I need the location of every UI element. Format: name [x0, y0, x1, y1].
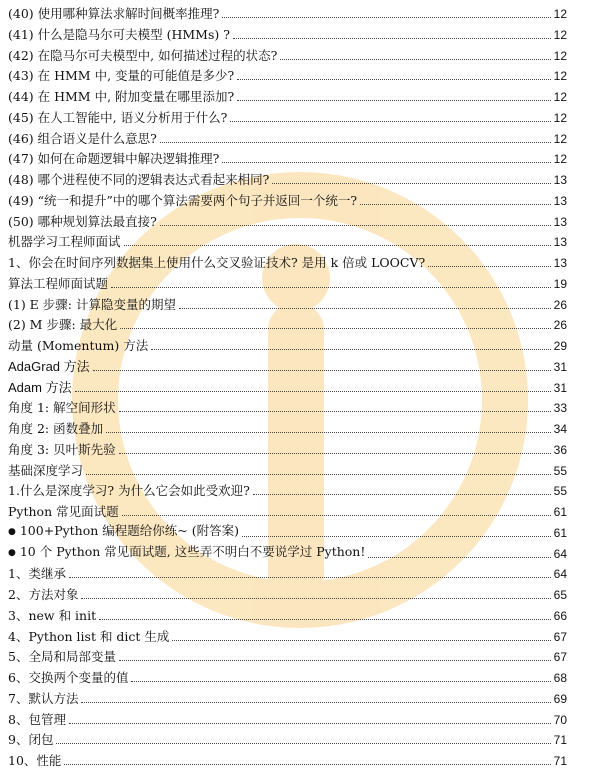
dot-leader	[237, 100, 550, 101]
toc-entry-page-number: 12	[553, 27, 567, 42]
toc-entry-page-number: 69	[553, 691, 567, 706]
toc-entry-label: 算法工程师面试题	[8, 275, 109, 291]
dot-leader	[75, 391, 551, 392]
toc-entry-page-number: 26	[553, 318, 567, 333]
dot-leader	[237, 79, 550, 80]
toc-entry-page-number: 31	[553, 359, 567, 374]
toc-entry-label: 1.什么是深度学习? 为什么它会如此受欢迎?	[8, 483, 250, 499]
toc-entry[interactable]	[8, 585, 567, 603]
toc-entry-label: 角度 2: 函数叠加	[8, 421, 104, 436]
toc-entry-label: 动量 (Momentum) 方法	[8, 338, 149, 353]
dot-leader	[280, 59, 550, 60]
toc-entry[interactable]	[8, 378, 567, 396]
toc-entry-label: Python 常见面试题	[8, 504, 119, 519]
dot-leader	[230, 121, 550, 122]
toc-entry-page-number: 55	[553, 484, 567, 499]
toc-entry-label: 1、类继承	[8, 566, 66, 582]
toc-entry[interactable]	[8, 46, 567, 64]
toc-entry[interactable]	[8, 212, 567, 230]
toc-entry[interactable]	[8, 606, 567, 624]
dot-leader	[368, 557, 550, 558]
toc-entry[interactable]	[8, 647, 567, 665]
dot-leader	[428, 266, 550, 267]
toc-entry-page-number: 65	[553, 588, 567, 602]
dot-leader	[81, 598, 550, 599]
dot-leader	[233, 38, 551, 39]
toc-entry-page-number: 29	[553, 339, 567, 353]
toc-entry[interactable]	[8, 751, 567, 769]
toc-entry-page-number: 19	[553, 276, 567, 291]
toc-entry-page-number: 34	[553, 422, 567, 436]
toc-entry-label: 角度 1: 解空间形状	[8, 400, 116, 416]
toc-entry-page-number: 26	[553, 297, 567, 312]
toc-entry-page-number: 12	[553, 110, 567, 125]
toc-entry-page-number: 71	[553, 754, 567, 768]
dot-leader	[119, 453, 551, 454]
toc-entry-page-number: 36	[553, 442, 567, 457]
toc-entry-page-number: 67	[553, 629, 567, 644]
toc-entry-page-number: 12	[553, 7, 567, 21]
toc-entry[interactable]	[8, 108, 567, 126]
toc-entry-page-number: 64	[553, 567, 567, 582]
toc-entry[interactable]	[8, 523, 567, 541]
toc-entry-page-number: 64	[553, 546, 567, 561]
toc-entry-page-number: 13	[553, 256, 567, 270]
toc-entry[interactable]	[8, 481, 567, 499]
dot-leader	[124, 245, 551, 246]
dot-leader	[120, 328, 551, 329]
toc-entry[interactable]	[8, 129, 567, 147]
toc-entry-page-number: 12	[553, 152, 567, 167]
dot-leader	[119, 411, 551, 412]
toc-entry-page-number: 13	[553, 173, 567, 187]
toc-entry-label: Adam 方法	[8, 379, 72, 395]
toc-entry-page-number: 55	[553, 463, 567, 478]
toc-entry-page-number: 31	[553, 380, 567, 395]
dot-leader	[172, 640, 550, 641]
toc-entry-label: (44) 在 HMM 中, 附加变量在哪里添加?	[8, 89, 235, 104]
toc-entry-page-number: 12	[553, 48, 567, 63]
toc-entry-label: 5、全局和局部变量	[8, 649, 116, 665]
toc-entry[interactable]	[8, 689, 567, 707]
toc-entry-page-number: 67	[553, 650, 567, 665]
toc-entry-label: 8、包管理	[8, 711, 66, 727]
toc-entry[interactable]	[8, 398, 567, 416]
toc-entry-label: 3、new 和 init	[8, 607, 97, 623]
toc-entry[interactable]	[8, 502, 567, 520]
toc-entry[interactable]	[8, 274, 567, 292]
dot-leader	[93, 370, 551, 371]
dot-leader	[64, 764, 550, 765]
toc-entry[interactable]	[8, 710, 567, 728]
toc-entry[interactable]	[8, 461, 567, 479]
dot-leader	[222, 17, 550, 18]
toc-entry-page-number: 68	[553, 671, 567, 685]
toc-entry-page-number: 61	[553, 505, 567, 519]
toc-entry-label: (50) 哪种规划算法最直接?	[8, 213, 157, 229]
toc-entry[interactable]	[8, 191, 567, 209]
toc-entry-label: 1、你会在时间序列数据集上使用什么交叉验证技术? 是用 k 倍或 LOOCV?	[8, 255, 426, 270]
toc-entry-label: 4、Python list 和 dict 生成	[8, 628, 170, 644]
toc-entry[interactable]	[8, 336, 567, 354]
toc-entry-label: (46) 组合语义是什么意思?	[8, 130, 157, 146]
dot-leader	[111, 287, 551, 288]
dot-leader	[122, 515, 551, 516]
toc-entry-label: 机器学习工程师面试	[8, 234, 121, 250]
dot-leader	[56, 743, 550, 744]
toc-entry[interactable]	[8, 25, 567, 43]
toc-entry[interactable]	[8, 564, 567, 582]
toc-entry[interactable]	[8, 149, 567, 167]
dot-leader	[222, 162, 550, 163]
dot-leader	[81, 702, 550, 703]
dot-leader	[151, 349, 550, 350]
toc-entry-label: (47) 如何在命题逻辑中解决逻辑推理?	[8, 151, 220, 167]
toc-entry[interactable]	[8, 440, 567, 458]
toc-entry[interactable]	[8, 66, 567, 84]
toc-entry-page-number: 33	[553, 401, 567, 416]
toc-entry-page-number: 12	[553, 131, 567, 146]
toc-entry[interactable]	[8, 668, 567, 686]
toc-entry[interactable]	[8, 295, 567, 313]
toc-entry-label: (43) 在 HMM 中, 变量的可能值是多少?	[8, 68, 235, 84]
toc-entry-label: (41) 什么是隐马尔可夫模型 (HMMs) ?	[8, 26, 230, 42]
dot-leader	[106, 432, 551, 433]
toc-entry[interactable]	[8, 730, 567, 748]
toc-entry-page-number: 70	[553, 712, 567, 727]
toc-entry-page-number: 12	[553, 69, 567, 84]
toc-entry-label: 7、默认方法	[8, 690, 79, 706]
dot-leader	[253, 494, 551, 495]
toc-entry-label: 6、交换两个变量的值	[8, 670, 129, 685]
toc-entry-page-number: 12	[553, 90, 567, 104]
toc-entry-label: (42) 在隐马尔可夫模型中, 如何描述过程的状态?	[8, 47, 278, 63]
dot-leader	[99, 619, 551, 620]
toc-entry-label: 角度 3: 贝叶斯先验	[8, 441, 116, 457]
dot-leader	[272, 183, 550, 184]
toc-entry-label: (40) 使用哪种算法求解时间概率推理?	[8, 6, 220, 21]
toc-entry-label: (48) 哪个进程使不同的逻辑表达式看起来相同?	[8, 172, 270, 187]
dot-leader	[160, 142, 551, 143]
dot-leader	[131, 681, 550, 682]
toc-entry[interactable]	[8, 315, 567, 333]
dot-leader	[119, 660, 551, 661]
toc-entry[interactable]	[8, 627, 567, 645]
dot-leader	[242, 536, 551, 537]
dot-leader	[86, 474, 551, 475]
toc-entry-page-number: 13	[553, 214, 567, 229]
toc-entry[interactable]	[8, 357, 567, 375]
dot-leader	[69, 577, 551, 578]
toc-entry-label: 10、性能	[8, 753, 62, 768]
toc-entry-label: 2、方法对象	[8, 587, 79, 602]
toc-entry-label: (45) 在人工智能中, 语义分析用于什么?	[8, 109, 228, 125]
toc-entry-label: (2) M 步骤: 最大化	[8, 317, 118, 333]
toc-entry-label: 9、闭包	[8, 732, 54, 748]
dot-leader	[360, 204, 551, 205]
toc-entry-page-number: 13	[553, 193, 567, 208]
toc-entry[interactable]	[8, 170, 567, 188]
toc-entry-label: (1) E 步骤: 计算隐变量的期望	[8, 296, 176, 312]
toc-entry-label: AdaGrad 方法	[8, 358, 90, 374]
toc-entry-label: ● 10 个 Python 常见面试题, 这些弄不明白不要说学过 Python!	[8, 544, 365, 562]
dot-leader	[160, 225, 551, 226]
toc-entry[interactable]	[8, 232, 567, 250]
toc-entry-label: (49) “统一和提升”中的哪个算法需要两个句子并返回一个统一?	[8, 192, 358, 208]
toc-entry-page-number: 71	[553, 733, 567, 748]
toc-entry-page-number: 13	[553, 235, 567, 250]
toc-entry[interactable]	[8, 4, 567, 22]
toc-entry[interactable]	[8, 419, 567, 437]
toc-entry-label: ● 100+Python 编程题给你练~ (附答案)	[8, 523, 239, 541]
toc-entry-page-number: 66	[553, 608, 567, 623]
toc-entry-page-number: 61	[553, 525, 567, 540]
toc-entry[interactable]	[8, 87, 567, 105]
toc-entry[interactable]	[8, 253, 567, 271]
toc-entry-label: 基础深度学习	[8, 462, 84, 478]
toc-entry[interactable]	[8, 544, 567, 562]
dot-leader	[69, 723, 551, 724]
dot-leader	[179, 308, 551, 309]
